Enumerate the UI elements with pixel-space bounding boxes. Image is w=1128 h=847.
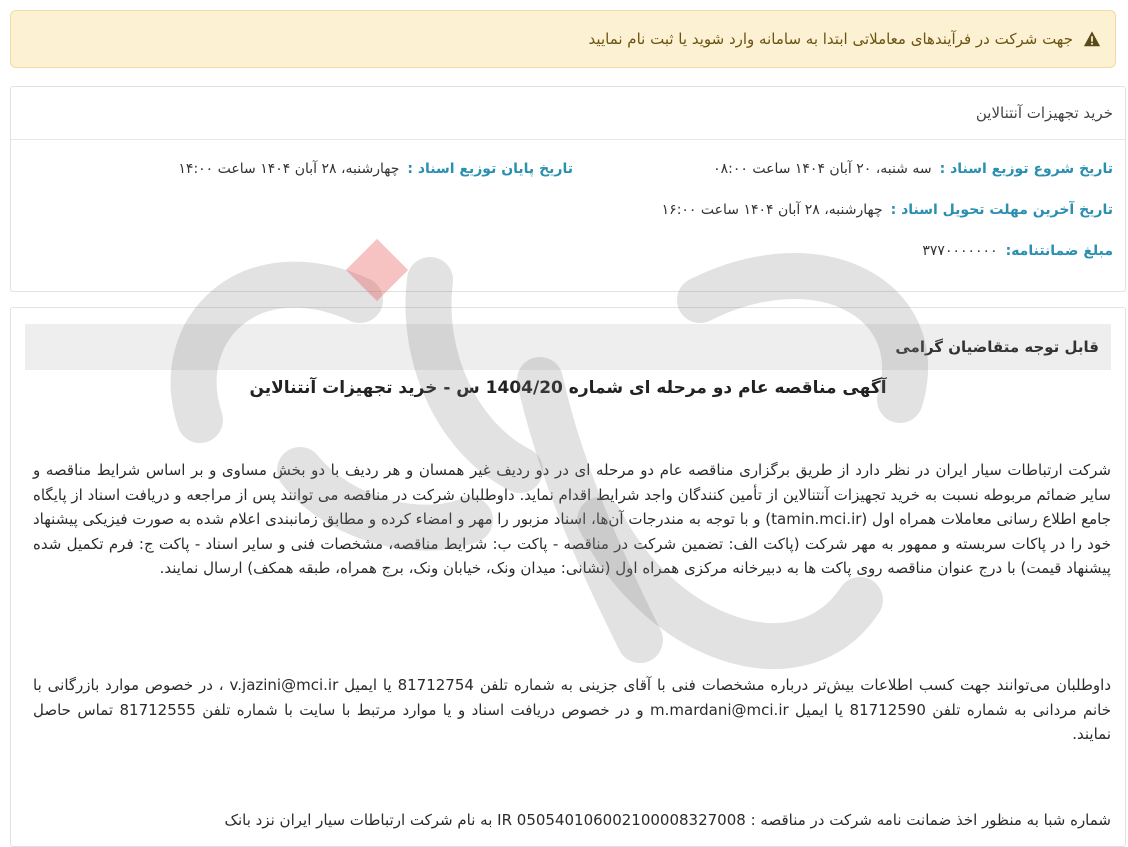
tender-title: خرید تجهیزات آنتنالاین <box>11 87 1125 140</box>
dist-end-value: چهارشنبه، ۲۸ آبان ۱۴۰۴ ساعت ۱۴:۰۰ <box>178 161 400 177</box>
notice-card <box>10 307 1126 847</box>
delivery-row <box>662 202 1113 218</box>
dist-start-row <box>713 161 1113 177</box>
login-alert <box>10 10 1116 68</box>
notice-heading: قابل توجه متقاضیان گرامی <box>25 324 1111 370</box>
tender-summary-card <box>10 86 1126 292</box>
dist-start-value: سه شنبه، ۲۰ آبان ۱۴۰۴ ساعت ۰۸:۰۰ <box>713 161 932 177</box>
guarantee-value: ۳۷۷۰۰۰۰۰۰۰ <box>922 243 998 259</box>
guarantee-label: مبلغ ضمانتنامه: <box>1005 243 1113 259</box>
dist-end-label: تاریخ پایان توزیع اسناد : <box>407 161 573 177</box>
dist-start-label: تاریخ شروع توزیع اسناد : <box>939 161 1113 177</box>
delivery-value: چهارشنبه، ۲۸ آبان ۱۴۰۴ ساعت ۱۶:۰۰ <box>661 202 883 218</box>
dist-end-row <box>178 161 573 177</box>
warning-icon <box>1083 30 1101 48</box>
alert-text: جهت شرکت در فرآیندهای معاملاتی ابتدا به سامانه وارد شوید یا ثبت نام نمایید <box>588 30 1073 48</box>
notice-title: آگهی مناقصه عام دو مرحله ای شماره 1404/20 س - خرید تجهیزات آنتنالاین <box>249 378 887 398</box>
delivery-label: تاریخ آخرین مهلت تحویل اسناد : <box>890 202 1113 218</box>
notice-paragraph-2: داوطلبان می‌توانند جهت کسب اطلاعات بیش‌تر درباره مشخصات فنی با آقای جزینی به شماره تلفن 81712754 یا ایمیل v.jazini@mci.ir ، در خصوص موارد بازرگانی با خانم مردانی به شماره تلفن 81712590 یا ایمیل m.mardani@mci.ir و در خصوص دریافت اسناد و یا موارد مرتبط با سایت با شماره تلفن 81712555 تماس حاصل نمایند. <box>33 676 1112 743</box>
notice-paragraph-1: شرکت ارتباطات سیار ایران در نظر دارد از طریق برگزاری مناقصه عام دو مرحله ای در دو ردیف غیر همسان و هر ردیف با دو بخش مساوی و بر اساس شرایط مناقصه و سایر ضمائم مربوطه نسبت به خرید تجهیزات آنتنالاین از تأمین کنندگان واجد شرایط اقدام نماید. داوطلبان شرکت در مناقصه می توانند پس از مراجعه و دریافت اسناد از پایگاه جامع اطلاع رسانی معاملات همراه اول (tamin.mci.ir) و با توجه به مندرجات آن‌ها، اسناد مزبور را مهر و امضاء کرده و مطابق زمانبندی اعلام شده به صورت فیزیکی پیشنهاد خود را در پاکات سربسته و ممهور به مهر شرکت (پاکت الف: تضمین شرکت در مناقصه - پاکت ب: شرایط مناقصه، مشخصات فنی و سایر اسناد - پاکت ج: فرم تکمیل شده پیشنهاد قیمت) با درج عنوان مناقصه روی پاکت ها به دبیرخانه مرکزی همراه اول (نشانی: میدان ونک، خیابان ونک، برج همراه، طبقه همکف) ارسال نمایند. <box>33 461 1112 577</box>
notice-paragraph-3: شماره شبا به منظور اخذ ضمانت نامه شرکت در مناقصه : IR 050540106002100008327008 به نام شرکت ارتباطات سیار ایران نزد بانک <box>224 811 1111 829</box>
guarantee-row <box>922 243 1113 259</box>
